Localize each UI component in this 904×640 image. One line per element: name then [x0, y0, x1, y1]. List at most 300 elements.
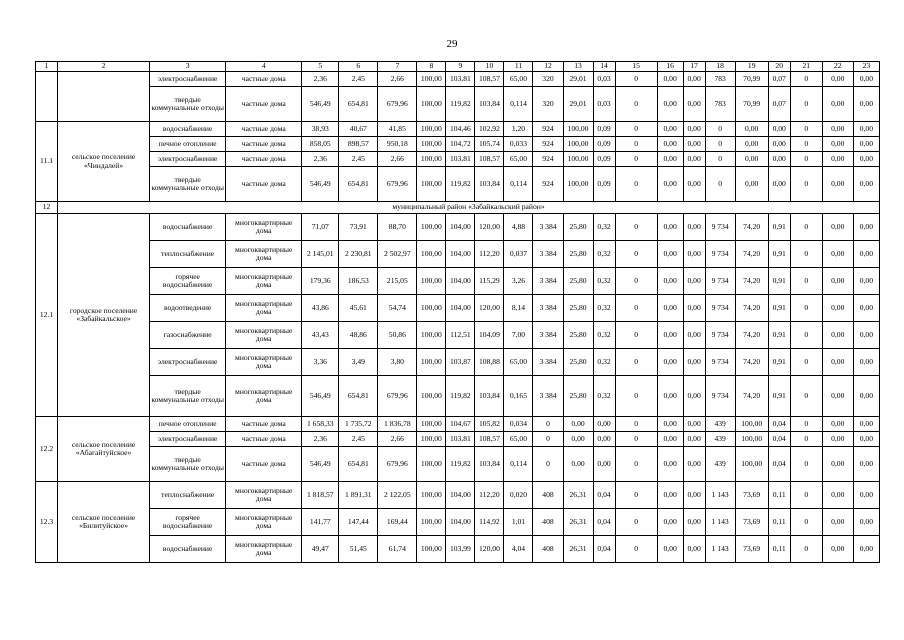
value-cell: 0,00	[657, 322, 683, 349]
value-cell: 25,80	[563, 295, 593, 322]
value-cell: 0,00	[683, 122, 705, 137]
value-cell: 0,00	[822, 482, 853, 509]
value-cell: 0,00	[822, 349, 853, 376]
value-cell: 408	[533, 482, 563, 509]
value-cell: 0,00	[683, 536, 705, 563]
value-cell: 0,00	[563, 447, 593, 482]
header-cell: 16	[657, 62, 683, 72]
header-cell: 23	[853, 62, 879, 72]
value-cell: 25,80	[563, 376, 593, 417]
value-cell: 0,00	[853, 417, 879, 432]
value-cell: 0	[790, 349, 822, 376]
page-number: 29	[446, 38, 458, 50]
value-cell: 679,96	[378, 87, 417, 122]
table-row	[36, 268, 880, 295]
value-cell: 104,00	[446, 241, 475, 268]
value-cell: 0,32	[593, 295, 615, 322]
value-cell: 0	[790, 241, 822, 268]
housing-type-cell: частные дома	[226, 152, 302, 167]
value-cell: 0,00	[822, 447, 853, 482]
value-cell: 783	[705, 72, 735, 87]
value-cell: 3 384	[533, 214, 563, 241]
header-cell: 11	[504, 62, 533, 72]
value-cell: 74,20	[735, 322, 768, 349]
value-cell: 100,00	[735, 447, 768, 482]
value-cell: 0,04	[593, 482, 615, 509]
value-cell: 25,80	[563, 214, 593, 241]
value-cell: 0	[790, 322, 822, 349]
value-cell: 104,67	[446, 417, 475, 432]
value-cell: 0	[615, 295, 657, 322]
value-cell: 26,31	[563, 482, 593, 509]
value-cell: 2 145,01	[302, 241, 339, 268]
value-cell: 73,69	[735, 509, 768, 536]
value-cell: 0	[790, 152, 822, 167]
value-cell: 0,00	[822, 417, 853, 432]
value-cell: 0	[705, 137, 735, 152]
value-cell: 654,81	[339, 447, 378, 482]
value-cell: 119,82	[446, 447, 475, 482]
value-cell: 105,82	[475, 417, 504, 432]
housing-type-cell: многоквартирные дома	[226, 349, 302, 376]
value-cell: 9 734	[705, 295, 735, 322]
value-cell: 0	[615, 536, 657, 563]
service-cell: теплоснабжение	[150, 241, 226, 268]
value-cell: 0,00	[853, 167, 879, 202]
value-cell: 0,00	[822, 432, 853, 447]
value-cell: 1 735,72	[339, 417, 378, 432]
service-cell: печное отопление	[150, 137, 226, 152]
value-cell: 0,07	[768, 87, 790, 122]
value-cell: 0,11	[768, 509, 790, 536]
value-cell: 0,91	[768, 241, 790, 268]
value-cell: 100,00	[417, 87, 446, 122]
value-cell: 108,57	[475, 432, 504, 447]
value-cell: 51,45	[339, 536, 378, 563]
value-cell: 0,00	[657, 268, 683, 295]
value-cell: 50,86	[378, 322, 417, 349]
value-cell: 0,00	[768, 167, 790, 202]
value-cell: 103,87	[446, 349, 475, 376]
value-cell: 65,00	[504, 349, 533, 376]
value-cell: 0,00	[657, 447, 683, 482]
value-cell: 0,00	[683, 447, 705, 482]
value-cell: 0,114	[504, 87, 533, 122]
value-cell: 0,00	[683, 268, 705, 295]
value-cell: 108,57	[475, 152, 504, 167]
table-row	[36, 482, 880, 509]
value-cell: 104,00	[446, 295, 475, 322]
value-cell: 25,80	[563, 241, 593, 268]
value-cell: 43,86	[302, 295, 339, 322]
value-cell: 120,00	[475, 536, 504, 563]
value-cell: 100,00	[417, 536, 446, 563]
value-cell: 65,00	[504, 152, 533, 167]
value-cell: 0,00	[683, 349, 705, 376]
value-cell: 0,00	[853, 72, 879, 87]
value-cell: 0	[615, 122, 657, 137]
value-cell: 38,93	[302, 122, 339, 137]
value-cell: 103,84	[475, 447, 504, 482]
housing-type-cell: многоквартирные дома	[226, 536, 302, 563]
value-cell: 100,00	[417, 447, 446, 482]
value-cell: 3 384	[533, 376, 563, 417]
value-cell: 0,32	[593, 241, 615, 268]
value-cell: 0,00	[735, 167, 768, 202]
housing-type-cell: многоквартирные дома	[226, 482, 302, 509]
value-cell: 0,00	[768, 152, 790, 167]
value-cell: 100,00	[417, 214, 446, 241]
value-cell: 100,00	[417, 167, 446, 202]
value-cell: 3 384	[533, 295, 563, 322]
value-cell: 88,70	[378, 214, 417, 241]
value-cell: 0,91	[768, 214, 790, 241]
value-cell: 0	[615, 482, 657, 509]
header-cell: 6	[339, 62, 378, 72]
service-cell: твердые коммунальные отходы	[150, 376, 226, 417]
value-cell: 3 384	[533, 349, 563, 376]
value-cell: 0,00	[822, 295, 853, 322]
value-cell: 0,00	[822, 87, 853, 122]
service-cell: твердые коммунальные отходы	[150, 447, 226, 482]
value-cell: 408	[533, 509, 563, 536]
value-cell: 65,00	[504, 432, 533, 447]
value-cell: 0	[615, 72, 657, 87]
value-cell: 73,91	[339, 214, 378, 241]
value-cell: 0,00	[657, 376, 683, 417]
value-cell: 0	[615, 322, 657, 349]
value-cell: 108,57	[475, 72, 504, 87]
value-cell: 3,49	[339, 349, 378, 376]
value-cell: 0	[615, 241, 657, 268]
table-row	[36, 417, 880, 432]
value-cell: 0,114	[504, 167, 533, 202]
value-cell: 654,81	[339, 167, 378, 202]
group-id-cell: 11.1	[36, 122, 58, 202]
value-cell: 0	[790, 509, 822, 536]
header-cell: 19	[735, 62, 768, 72]
service-cell: электроснабжение	[150, 432, 226, 447]
value-cell: 70,99	[735, 87, 768, 122]
value-cell: 1,20	[504, 122, 533, 137]
value-cell: 0	[533, 432, 563, 447]
value-cell: 950,18	[378, 137, 417, 152]
value-cell: 0,00	[822, 536, 853, 563]
housing-type-cell: частные дома	[226, 447, 302, 482]
value-cell: 0,00	[683, 167, 705, 202]
value-cell: 0,00	[657, 295, 683, 322]
value-cell: 65,00	[504, 72, 533, 87]
value-cell: 0,00	[822, 376, 853, 417]
table-row	[36, 447, 880, 482]
value-cell: 0	[615, 152, 657, 167]
value-cell: 0,91	[768, 376, 790, 417]
value-cell: 2,36	[302, 72, 339, 87]
value-cell: 0,32	[593, 376, 615, 417]
value-cell: 0,00	[853, 241, 879, 268]
value-cell: 0,00	[853, 509, 879, 536]
value-cell: 0,32	[593, 349, 615, 376]
header-row	[36, 62, 880, 72]
value-cell: 100,00	[417, 482, 446, 509]
value-cell: 0	[790, 432, 822, 447]
value-cell: 0,034	[504, 417, 533, 432]
value-cell: 0,00	[683, 376, 705, 417]
housing-type-cell: частные дома	[226, 417, 302, 432]
value-cell: 105,74	[475, 137, 504, 152]
value-cell: 439	[705, 432, 735, 447]
value-cell: 0,91	[768, 322, 790, 349]
value-cell: 2,36	[302, 152, 339, 167]
value-cell: 0,00	[853, 122, 879, 137]
value-cell: 3,26	[504, 268, 533, 295]
value-cell: 0,00	[563, 432, 593, 447]
value-cell: 4,88	[504, 214, 533, 241]
table-row	[36, 536, 880, 563]
header-cell: 15	[615, 62, 657, 72]
value-cell: 108,88	[475, 349, 504, 376]
value-cell: 1 891,31	[339, 482, 378, 509]
value-cell: 0,11	[768, 536, 790, 563]
value-cell: 0,91	[768, 295, 790, 322]
header-cell: 22	[822, 62, 853, 72]
service-cell: электроснабжение	[150, 349, 226, 376]
header-cell: 14	[593, 62, 615, 72]
value-cell: 0,165	[504, 376, 533, 417]
value-cell: 0,00	[683, 417, 705, 432]
value-cell: 0,00	[683, 295, 705, 322]
value-cell: 104,46	[446, 122, 475, 137]
value-cell: 112,20	[475, 241, 504, 268]
housing-type-cell: многоквартирные дома	[226, 214, 302, 241]
value-cell: 0	[615, 417, 657, 432]
value-cell: 0,00	[657, 72, 683, 87]
value-cell: 103,84	[475, 167, 504, 202]
value-cell: 29,01	[563, 72, 593, 87]
value-cell: 119,82	[446, 87, 475, 122]
value-cell: 3 384	[533, 241, 563, 268]
value-cell: 9 734	[705, 322, 735, 349]
value-cell: 2 122,05	[378, 482, 417, 509]
group-id-cell: 12.2	[36, 417, 58, 482]
value-cell: 0	[790, 536, 822, 563]
value-cell: 0,00	[853, 349, 879, 376]
value-cell: 0,00	[822, 214, 853, 241]
value-cell: 0,00	[822, 268, 853, 295]
value-cell: 100,00	[417, 268, 446, 295]
value-cell: 0	[790, 87, 822, 122]
value-cell: 0,00	[822, 167, 853, 202]
value-cell: 115,29	[475, 268, 504, 295]
service-cell: водоснабжение	[150, 536, 226, 563]
table-row	[36, 87, 880, 122]
value-cell: 546,49	[302, 376, 339, 417]
table-row	[36, 137, 880, 152]
value-cell: 0,07	[768, 72, 790, 87]
value-cell: 3,80	[378, 349, 417, 376]
value-cell: 679,96	[378, 447, 417, 482]
value-cell: 104,72	[446, 137, 475, 152]
settlement-name-cell: городское поселение «Забайкальское»	[58, 214, 150, 417]
value-cell: 0	[533, 447, 563, 482]
value-cell: 0,00	[657, 432, 683, 447]
table-row	[36, 214, 880, 241]
service-cell: горячее водоснабжение	[150, 509, 226, 536]
value-cell: 320	[533, 87, 563, 122]
value-cell: 0,020	[504, 482, 533, 509]
table-row	[36, 509, 880, 536]
service-cell: печное отопление	[150, 417, 226, 432]
header-cell: 21	[790, 62, 822, 72]
value-cell: 0,00	[853, 536, 879, 563]
value-cell: 0,04	[768, 417, 790, 432]
value-cell: 0	[790, 447, 822, 482]
value-cell: 120,00	[475, 295, 504, 322]
value-cell: 0,00	[822, 322, 853, 349]
header-cell: 1	[36, 62, 58, 72]
value-cell: 0,03	[593, 87, 615, 122]
value-cell: 0,00	[683, 509, 705, 536]
value-cell: 1,01	[504, 509, 533, 536]
value-cell: 0,04	[768, 432, 790, 447]
value-cell: 7,00	[504, 322, 533, 349]
housing-type-cell: многоквартирные дома	[226, 509, 302, 536]
value-cell: 0,00	[683, 482, 705, 509]
value-cell: 2 502,97	[378, 241, 417, 268]
value-cell: 783	[705, 87, 735, 122]
value-cell: 100,00	[417, 152, 446, 167]
settlement-name-cell: сельское поселение «Чиндалей»	[58, 122, 150, 202]
value-cell: 0	[615, 447, 657, 482]
value-cell: 25,80	[563, 268, 593, 295]
value-cell: 0,00	[853, 87, 879, 122]
value-cell: 0,00	[683, 432, 705, 447]
housing-type-cell: многоквартирные дома	[226, 376, 302, 417]
value-cell: 3 384	[533, 268, 563, 295]
value-cell: 0,09	[593, 152, 615, 167]
value-cell: 119,82	[446, 376, 475, 417]
value-cell: 0,00	[657, 482, 683, 509]
housing-type-cell: многоквартирные дома	[226, 241, 302, 268]
value-cell: 100,00	[417, 295, 446, 322]
service-cell: теплоснабжение	[150, 482, 226, 509]
value-cell: 1 658,33	[302, 417, 339, 432]
value-cell: 103,81	[446, 152, 475, 167]
value-cell: 100,00	[563, 167, 593, 202]
value-cell: 74,20	[735, 376, 768, 417]
value-cell: 9 734	[705, 376, 735, 417]
housing-type-cell: многоквартирные дома	[226, 268, 302, 295]
table-row	[36, 72, 880, 87]
value-cell: 0,00	[657, 152, 683, 167]
value-cell: 104,00	[446, 509, 475, 536]
value-cell: 0,00	[657, 349, 683, 376]
value-cell: 186,53	[339, 268, 378, 295]
value-cell: 0,00	[853, 214, 879, 241]
value-cell: 0	[790, 214, 822, 241]
value-cell: 0	[615, 349, 657, 376]
value-cell: 0,03	[593, 72, 615, 87]
value-cell: 439	[705, 417, 735, 432]
group-id-cell: 12.1	[36, 214, 58, 417]
value-cell: 4,04	[504, 536, 533, 563]
value-cell: 100,00	[417, 432, 446, 447]
value-cell: 25,80	[563, 322, 593, 349]
value-cell: 546,49	[302, 167, 339, 202]
value-cell: 0	[615, 376, 657, 417]
value-cell: 0,32	[593, 214, 615, 241]
header-cell: 20	[768, 62, 790, 72]
value-cell: 0,09	[593, 122, 615, 137]
value-cell: 0,00	[822, 72, 853, 87]
value-cell: 74,20	[735, 214, 768, 241]
value-cell: 71,07	[302, 214, 339, 241]
value-cell: 41,85	[378, 122, 417, 137]
value-cell: 0,00	[768, 137, 790, 152]
value-cell: 0	[790, 167, 822, 202]
value-cell: 0,00	[853, 152, 879, 167]
value-cell: 104,09	[475, 322, 504, 349]
value-cell: 0	[705, 152, 735, 167]
section-title-cell: муниципальный район «Забайкальский район»	[58, 202, 880, 214]
value-cell: 924	[533, 152, 563, 167]
value-cell: 0,04	[768, 447, 790, 482]
value-cell: 0	[790, 137, 822, 152]
value-cell: 104,00	[446, 482, 475, 509]
value-cell: 0,00	[822, 241, 853, 268]
value-cell: 0,00	[683, 214, 705, 241]
value-cell: 100,00	[417, 322, 446, 349]
value-cell: 0,037	[504, 241, 533, 268]
value-cell: 1 143	[705, 482, 735, 509]
value-cell: 0,00	[822, 122, 853, 137]
settlement-name-cell: сельское поселение «Абагайтуйское»	[58, 417, 150, 482]
value-cell: 0	[790, 376, 822, 417]
value-cell: 0,91	[768, 268, 790, 295]
value-cell: 0,91	[768, 349, 790, 376]
value-cell: 73,69	[735, 482, 768, 509]
housing-type-cell: частные дома	[226, 87, 302, 122]
value-cell: 8,14	[504, 295, 533, 322]
value-cell: 0	[790, 122, 822, 137]
value-cell: 100,00	[563, 122, 593, 137]
value-cell: 2,66	[378, 432, 417, 447]
value-cell: 898,57	[339, 137, 378, 152]
value-cell: 858,05	[302, 137, 339, 152]
value-cell: 119,82	[446, 167, 475, 202]
header-cell: 12	[533, 62, 563, 72]
value-cell: 320	[533, 72, 563, 87]
service-cell: твердые коммунальные отходы	[150, 167, 226, 202]
value-cell: 45,61	[339, 295, 378, 322]
value-cell: 0	[615, 167, 657, 202]
value-cell: 0,00	[683, 322, 705, 349]
service-cell: водоснабжение	[150, 122, 226, 137]
value-cell: 0,00	[853, 322, 879, 349]
value-cell: 0,00	[657, 241, 683, 268]
value-cell: 924	[533, 122, 563, 137]
value-cell: 0	[790, 72, 822, 87]
value-cell: 100,00	[417, 122, 446, 137]
value-cell: 49,47	[302, 536, 339, 563]
value-cell: 0,00	[853, 295, 879, 322]
value-cell: 112,20	[475, 482, 504, 509]
value-cell: 0,00	[853, 268, 879, 295]
value-cell: 0	[705, 167, 735, 202]
value-cell: 179,36	[302, 268, 339, 295]
housing-type-cell: частные дома	[226, 167, 302, 202]
value-cell: 103,81	[446, 72, 475, 87]
